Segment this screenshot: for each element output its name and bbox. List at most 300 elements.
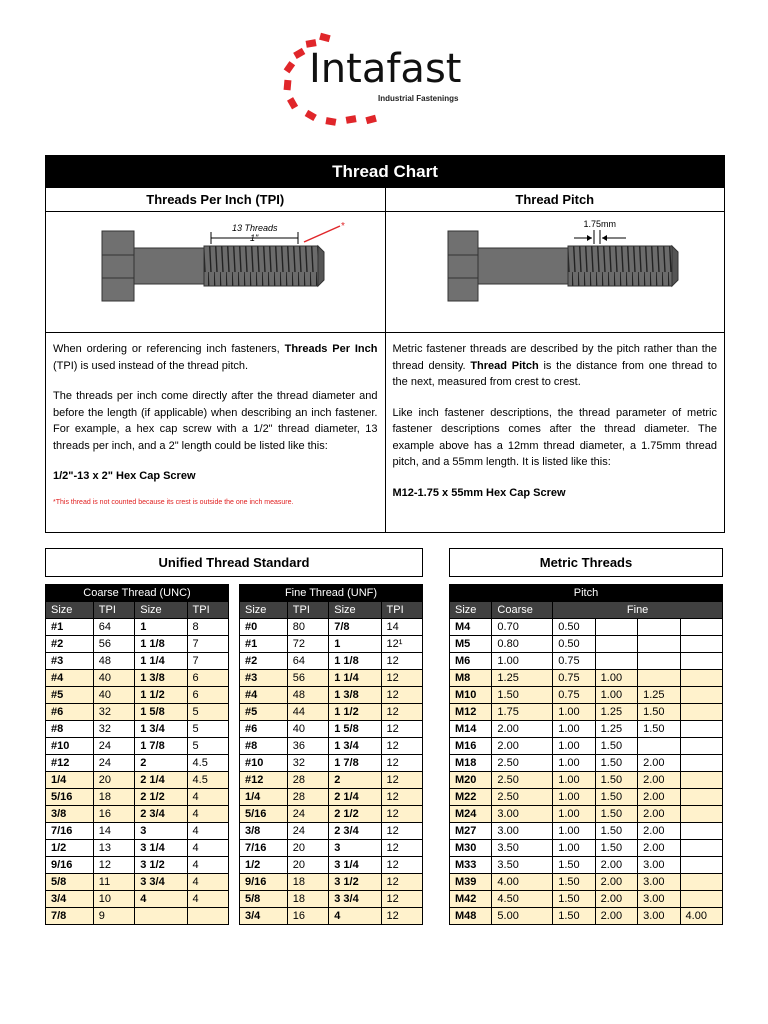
metric-cell: M10	[450, 687, 492, 704]
unc-row	[46, 874, 229, 891]
metric-cell: 1.50	[553, 908, 595, 925]
metric-cell: 1.00	[553, 806, 595, 823]
unf-cell: 3	[329, 840, 381, 857]
metric-cell	[638, 670, 680, 687]
unc-cell: 13	[93, 840, 134, 857]
metric-cell: 1.50	[553, 891, 595, 908]
unf-cell: 56	[287, 670, 328, 687]
tpi-para2: The threads per inch come directly after the thread diameter and before the length (if applicable) when describing an inch fastener. For example, a hex cap screw with a 1/2" thread diameter, 13 threads per inch, and a 2" length could be listed like this:	[53, 390, 378, 452]
unf-cell: 12	[381, 687, 422, 704]
unc-cell: 40	[93, 687, 134, 704]
metric-cell: 1.00	[492, 653, 553, 670]
unf-header-tpi: TPI	[287, 602, 328, 619]
unf-cell: 5/8	[240, 891, 288, 908]
unf-cell: #12	[240, 772, 288, 789]
unc-cell: 1 3/4	[135, 721, 187, 738]
metric-row	[450, 857, 723, 874]
metric-cell	[680, 619, 722, 636]
pitch-bolt-illustration	[386, 212, 725, 333]
metric-cell: 1.00	[595, 687, 637, 704]
metric-cell: M8	[450, 670, 492, 687]
unf-cell: 3/4	[240, 908, 288, 925]
unf-header-size: Size	[329, 602, 381, 619]
unc-cell: 4	[187, 874, 228, 891]
metric-row	[450, 721, 723, 738]
unf-cell: #6	[240, 721, 288, 738]
metric-cell: 3.00	[492, 806, 553, 823]
unc-cell: #12	[46, 755, 94, 772]
unc-row	[46, 687, 229, 704]
metric-cell: 4.00	[492, 874, 553, 891]
unc-row	[46, 721, 229, 738]
metric-cell: 1.25	[492, 670, 553, 687]
unf-cell: 12	[381, 857, 422, 874]
metric-cell	[638, 619, 680, 636]
unf-row	[240, 704, 423, 721]
metric-cell	[595, 653, 637, 670]
unf-cell: 24	[287, 806, 328, 823]
unc-cell: 4	[187, 806, 228, 823]
metric-cell	[595, 619, 637, 636]
metric-cell: 4.50	[492, 891, 553, 908]
unf-row	[240, 840, 423, 857]
unf-cell: 1 1/8	[329, 653, 381, 670]
metric-cell: M5	[450, 636, 492, 653]
unf-cell: 2 3/4	[329, 823, 381, 840]
unf-row	[240, 653, 423, 670]
metric-cell: M16	[450, 738, 492, 755]
metric-cell	[680, 704, 722, 721]
unc-cell: 4	[187, 857, 228, 874]
unf-row	[240, 823, 423, 840]
unf-cell: 5/16	[240, 806, 288, 823]
metric-cell: 1.00	[553, 789, 595, 806]
metric-cell: M22	[450, 789, 492, 806]
metric-row	[450, 823, 723, 840]
unc-cell: 1 1/8	[135, 636, 187, 653]
unc-cell: 9	[93, 908, 134, 925]
metric-cell: 1.00	[553, 738, 595, 755]
unf-row	[240, 687, 423, 704]
metric-row	[450, 789, 723, 806]
tpi-column	[46, 188, 385, 532]
unf-cell: #3	[240, 670, 288, 687]
unc-cell: 56	[93, 636, 134, 653]
metric-cell: 1.50	[638, 704, 680, 721]
unc-cell: 4	[187, 823, 228, 840]
metric-cell: 1.00	[553, 755, 595, 772]
unc-cell: #3	[46, 653, 94, 670]
unc-cell: #1	[46, 619, 94, 636]
unc-cell: 1 3/8	[135, 670, 187, 687]
metric-row	[450, 687, 723, 704]
tpi-bolt-illustration	[46, 212, 385, 333]
unf-row	[240, 806, 423, 823]
metric-cell	[680, 721, 722, 738]
unc-cell: 3 3/4	[135, 874, 187, 891]
unf-cell: 1 7/8	[329, 755, 381, 772]
unc-cell: 5	[187, 721, 228, 738]
unc-row	[46, 806, 229, 823]
unc-cell: 2	[135, 755, 187, 772]
pitch-example: M12-1.75 x 55mm Hex Cap Screw	[392, 486, 566, 499]
unc-cell: 4	[187, 840, 228, 857]
metric-cell: M48	[450, 908, 492, 925]
unf-cell: 18	[287, 874, 328, 891]
metric-cell: 2.00	[638, 840, 680, 857]
metric-cell: 1.50	[595, 823, 637, 840]
unf-cell: 36	[287, 738, 328, 755]
unf-cell: 12¹	[381, 636, 422, 653]
pitch-heading: Thread Pitch	[386, 188, 725, 212]
metric-cell: 1.00	[553, 840, 595, 857]
unf-cell: 7/16	[240, 840, 288, 857]
unc-cell: 8	[187, 619, 228, 636]
unc-cell: 1 1/2	[135, 687, 187, 704]
metric-cell	[680, 636, 722, 653]
unc-cell: 1	[135, 619, 187, 636]
metric-cell: 1.50	[595, 772, 637, 789]
unf-cell: 3 3/4	[329, 891, 381, 908]
metric-cell: 2.00	[638, 755, 680, 772]
unc-cell: 7	[187, 636, 228, 653]
metric-cell: 1.25	[638, 687, 680, 704]
unc-cell: #10	[46, 738, 94, 755]
unf-cell: 1/2	[240, 857, 288, 874]
unc-cell: 40	[93, 670, 134, 687]
unf-cell: 12	[381, 738, 422, 755]
unf-cell: 12	[381, 789, 422, 806]
metric-cell: 2.00	[595, 874, 637, 891]
unf-cell: 12	[381, 908, 422, 925]
unc-cell: 24	[93, 738, 134, 755]
metric-row	[450, 653, 723, 670]
unc-header-tpi: TPI	[187, 602, 228, 619]
metric-cell: M30	[450, 840, 492, 857]
unc-cell: 5/8	[46, 874, 94, 891]
metric-cell	[680, 857, 722, 874]
unc-cell: 5/16	[46, 789, 94, 806]
thread-chart-panel	[45, 155, 725, 533]
thread-chart-title: Thread Chart	[46, 156, 724, 188]
metric-cell	[680, 840, 722, 857]
unf-row	[240, 789, 423, 806]
metric-cell: 3.50	[492, 857, 553, 874]
metric-cell: 3.00	[638, 874, 680, 891]
unf-cell: 40	[287, 721, 328, 738]
metric-cell: 1.00	[595, 670, 637, 687]
unf-cell: 4	[329, 908, 381, 925]
tpi-para1-a: When ordering or referencing inch fasteners,	[53, 343, 285, 355]
metric-cell: M6	[450, 653, 492, 670]
unf-cell: #0	[240, 619, 288, 636]
unc-cell: 2 3/4	[135, 806, 187, 823]
unf-cell: 12	[381, 670, 422, 687]
unc-cell: 4	[187, 789, 228, 806]
unc-cell: 5	[187, 704, 228, 721]
tpi-example: 1/2"-13 x 2" Hex Cap Screw	[53, 470, 196, 482]
unc-row	[46, 636, 229, 653]
unf-cell: 12	[381, 704, 422, 721]
unf-header-tpi: TPI	[381, 602, 422, 619]
unc-cell: 1 7/8	[135, 738, 187, 755]
unc-row	[46, 653, 229, 670]
metric-cell: 5.00	[492, 908, 553, 925]
unc-row	[46, 840, 229, 857]
unc-cell: 18	[93, 789, 134, 806]
unf-cell: 12	[381, 806, 422, 823]
metric-cell: 3.00	[492, 823, 553, 840]
unf-cell: 7/8	[329, 619, 381, 636]
unc-cell: 3/4	[46, 891, 94, 908]
metric-row	[450, 636, 723, 653]
metric-cell: 3.00	[638, 908, 680, 925]
unc-cell: 3/8	[46, 806, 94, 823]
metric-row	[450, 840, 723, 857]
metric-row	[450, 891, 723, 908]
unc-cell: 4	[135, 891, 187, 908]
tpi-uncounted-star: *	[341, 221, 345, 232]
metric-cell	[680, 687, 722, 704]
metric-row	[450, 772, 723, 789]
unc-cell: 3 1/2	[135, 857, 187, 874]
metric-cell: 0.70	[492, 619, 553, 636]
unf-cell: 28	[287, 772, 328, 789]
logo-tagline: Industrial Fastenings	[378, 94, 459, 103]
unf-cell: 1 3/4	[329, 738, 381, 755]
unf-cell: #10	[240, 755, 288, 772]
metric-cell: 2.00	[492, 738, 553, 755]
metric-cell	[680, 670, 722, 687]
unf-cell: 9/16	[240, 874, 288, 891]
unc-row	[46, 704, 229, 721]
metric-row	[450, 738, 723, 755]
unf-cell: 28	[287, 789, 328, 806]
pitch-para1-c: is the distance from one thread to the next, measured from crest to crest.	[392, 359, 717, 388]
unc-cell: 14	[93, 823, 134, 840]
unified-thread-title: Unified Thread Standard	[45, 548, 423, 577]
metric-cell: M14	[450, 721, 492, 738]
unf-cell: 2 1/4	[329, 789, 381, 806]
unf-table	[239, 584, 423, 925]
unf-cell: 12	[381, 721, 422, 738]
unc-row	[46, 619, 229, 636]
unc-cell	[187, 908, 228, 925]
metric-row	[450, 704, 723, 721]
metric-cell	[595, 636, 637, 653]
metric-cell: M33	[450, 857, 492, 874]
metric-cell: 0.50	[553, 619, 595, 636]
metric-cell: 2.00	[638, 823, 680, 840]
metric-cell: 2.00	[595, 857, 637, 874]
metric-cell: 0.75	[553, 670, 595, 687]
metric-cell	[680, 806, 722, 823]
unc-cell: 11	[93, 874, 134, 891]
unf-row	[240, 755, 423, 772]
pitch-annotation: 1.75mm	[583, 219, 617, 229]
unf-row	[240, 738, 423, 755]
unc-cell: 9/16	[46, 857, 94, 874]
unc-cell: 4.5	[187, 772, 228, 789]
metric-cell: 1.00	[553, 772, 595, 789]
unf-cell: 3 1/2	[329, 874, 381, 891]
metric-cell: M39	[450, 874, 492, 891]
unf-cell: 3/8	[240, 823, 288, 840]
unf-cell: 16	[287, 908, 328, 925]
unf-cell: 1 5/8	[329, 721, 381, 738]
unf-cell: 12	[381, 874, 422, 891]
unf-cell: 24	[287, 823, 328, 840]
unf-cell: 1	[329, 636, 381, 653]
metric-cell: 0.75	[553, 653, 595, 670]
metric-cell: 1.50	[595, 840, 637, 857]
unc-row	[46, 772, 229, 789]
metric-cell: 2.00	[638, 772, 680, 789]
unf-cell: 72	[287, 636, 328, 653]
metric-cell: 1.75	[492, 704, 553, 721]
unc-cell: 32	[93, 704, 134, 721]
unf-caption: Fine Thread (UNF)	[240, 585, 423, 602]
unf-cell: 14	[381, 619, 422, 636]
metric-cell: 1.00	[553, 823, 595, 840]
unf-cell: 20	[287, 840, 328, 857]
unf-cell: #5	[240, 704, 288, 721]
metric-threads-title: Metric Threads	[449, 548, 723, 577]
unc-row	[46, 823, 229, 840]
unc-header-size: Size	[135, 602, 187, 619]
metric-cell: M24	[450, 806, 492, 823]
unc-cell: 1 1/4	[135, 653, 187, 670]
unc-row	[46, 891, 229, 908]
metric-cell: 1.50	[638, 721, 680, 738]
unf-cell: #4	[240, 687, 288, 704]
metric-cell: 0.75	[553, 687, 595, 704]
unf-row	[240, 908, 423, 925]
unc-cell: 6	[187, 670, 228, 687]
metric-cell: M27	[450, 823, 492, 840]
unc-cell: 1 5/8	[135, 704, 187, 721]
unc-caption: Coarse Thread (UNC)	[46, 585, 229, 602]
unf-cell: #8	[240, 738, 288, 755]
unf-row	[240, 772, 423, 789]
unc-cell: 4.5	[187, 755, 228, 772]
metric-cell: 0.50	[553, 636, 595, 653]
metric-cell	[680, 874, 722, 891]
unc-cell: 16	[93, 806, 134, 823]
unc-cell: 64	[93, 619, 134, 636]
metric-row	[450, 619, 723, 636]
unf-cell: 20	[287, 857, 328, 874]
unc-header-size: Size	[46, 602, 94, 619]
unc-cell: 3 1/4	[135, 840, 187, 857]
pitch-para1-b: Thread Pitch	[470, 359, 539, 372]
logo-wordmark: Intafast	[309, 46, 462, 92]
unc-cell: #8	[46, 721, 94, 738]
unf-cell: 12	[381, 891, 422, 908]
unc-table	[45, 584, 229, 925]
unf-cell: 2 1/2	[329, 806, 381, 823]
unc-cell: #6	[46, 704, 94, 721]
unf-cell: 64	[287, 653, 328, 670]
metric-cell: 2.50	[492, 789, 553, 806]
hex-bolt-icon	[386, 212, 724, 332]
unf-cell: 12	[381, 653, 422, 670]
unc-cell: 32	[93, 721, 134, 738]
metric-cell: M42	[450, 891, 492, 908]
unc-cell: 7/8	[46, 908, 94, 925]
metric-cell: 1.50	[553, 857, 595, 874]
metric-cell: 0.80	[492, 636, 553, 653]
metric-cell: M12	[450, 704, 492, 721]
unc-cell: #4	[46, 670, 94, 687]
metric-cell: 3.00	[638, 891, 680, 908]
pitch-para1-a: Metric fastener threads are described by the pitch rather than the thread density.	[392, 343, 717, 372]
pitch-column	[385, 188, 725, 532]
unc-cell: 3	[135, 823, 187, 840]
unf-cell: #2	[240, 653, 288, 670]
metric-cell: 1.00	[553, 704, 595, 721]
metric-cell	[680, 653, 722, 670]
unf-cell: 12	[381, 772, 422, 789]
unf-cell: #1	[240, 636, 288, 653]
unc-cell: 1/4	[46, 772, 94, 789]
metric-cell: 1.50	[595, 738, 637, 755]
unf-row	[240, 891, 423, 908]
unf-cell: 1 3/8	[329, 687, 381, 704]
unc-cell: 2 1/2	[135, 789, 187, 806]
unf-cell: 12	[381, 755, 422, 772]
metric-header-size: Size	[450, 602, 492, 619]
unc-cell: 20	[93, 772, 134, 789]
unc-cell: 48	[93, 653, 134, 670]
unc-row	[46, 857, 229, 874]
metric-cell: 2.00	[492, 721, 553, 738]
metric-header-fine: Fine	[553, 602, 723, 619]
unf-cell: 1/4	[240, 789, 288, 806]
unc-row	[46, 908, 229, 925]
metric-caption: Pitch	[450, 585, 723, 602]
unf-header-size: Size	[240, 602, 288, 619]
pitch-para2: Like inch fastener descriptions, the thread parameter of metric fastener descriptions comes after the thread diameter. The example above has a 12mm thread diameter, a 1.75mm thread pitch, and a 55mm length. It is listed like this:	[392, 406, 717, 468]
unc-cell: 2 1/4	[135, 772, 187, 789]
unc-cell: 12	[93, 857, 134, 874]
metric-cell: 2.50	[492, 772, 553, 789]
metric-table	[449, 584, 723, 925]
unf-cell: 80	[287, 619, 328, 636]
unc-cell: #5	[46, 687, 94, 704]
unc-row	[46, 789, 229, 806]
tpi-footnote: *This thread is not counted because its crest is outside the one inch measure.	[53, 498, 294, 506]
metric-cell	[680, 823, 722, 840]
metric-row	[450, 755, 723, 772]
metric-cell: 1.25	[595, 721, 637, 738]
metric-cell: 3.00	[638, 857, 680, 874]
metric-cell	[638, 636, 680, 653]
unf-row	[240, 636, 423, 653]
metric-cell	[680, 772, 722, 789]
metric-cell: 2.00	[638, 806, 680, 823]
unf-cell: 12	[381, 840, 422, 857]
metric-cell: 2.00	[638, 789, 680, 806]
metric-cell: 2.00	[595, 908, 637, 925]
metric-cell	[638, 653, 680, 670]
metric-cell: 3.50	[492, 840, 553, 857]
metric-cell: M18	[450, 755, 492, 772]
metric-cell	[680, 738, 722, 755]
unc-cell: 10	[93, 891, 134, 908]
unf-row	[240, 619, 423, 636]
metric-cell: 1.50	[595, 755, 637, 772]
